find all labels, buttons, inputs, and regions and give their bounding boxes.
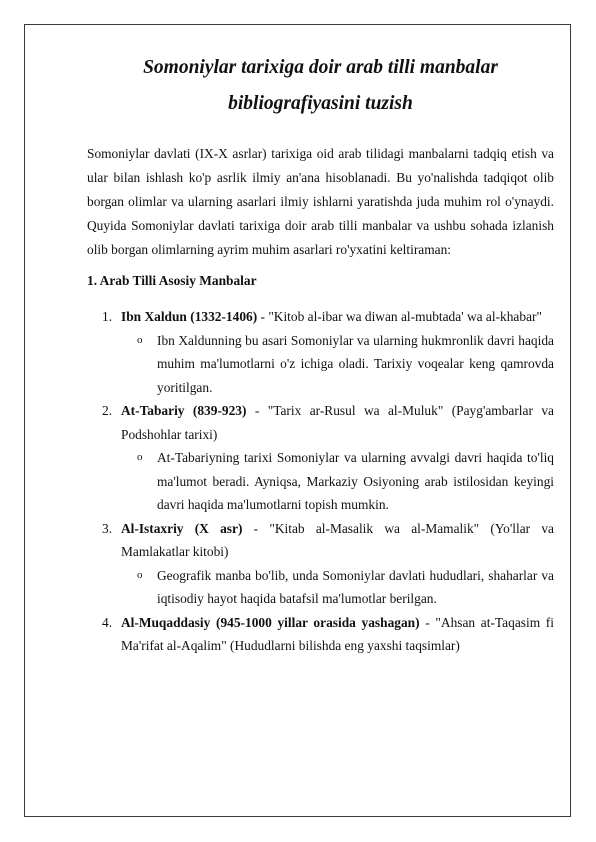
source-work: - "Tarix ar-Rusul wa al-Muluk" (Payg'ambarlar va Podshohlar tarixi) [121,403,554,442]
bullet-icon: o [137,333,143,346]
source-item-2 [87,399,554,517]
source-work: - "Kitob al-ibar wa diwan al-mubtada' wa al-khabar" [257,309,542,324]
source-item-4 [87,611,554,658]
bullet-icon: o [137,451,143,463]
source-notes [121,446,554,517]
source-author: At-Tabariy (839-923) [121,403,247,418]
section-heading: 1. Arab Tilli Asosiy Manbalar [87,273,257,288]
source-author: Ibn Xaldun (1332-1406) [121,309,258,324]
source-note [121,564,554,611]
source-author: Al-Muqaddasiy (945-1000 yillar orasida yashagan) [121,614,420,630]
source-item-1 [87,305,554,399]
source-work: - "Ahsan at-Taqasim fi Ma'rifat al-Aqalim" (Hududlarni bilishda eng yaxshi taqsimlar) [121,614,554,653]
document-title [87,50,554,122]
source-notes [121,564,554,611]
title-line-1: Somoniylar tarixiga doir arab tilli manbalar [143,57,498,78]
source-author: Al-Istaxriy (X asr) [121,520,243,536]
note-text: Ibn Xaldunning bu asari Somoniylar va ularning hukmronlik davri haqida muhim ma'lumotlarni o'z ichiga oladi. Tarixiy voqealar keng qamrovda yoritilgan. [157,332,554,395]
note-text: At-Tabariyning tarixi Somoniylar va ularning avvalgi davri haqida to'liq ma'lumot beradi. Ayniqsa, Markaziy Osiyoning arab istilosidan keyingi davri haqida ma'lumotlarni topish mumkin. [157,450,554,512]
source-number: 2. [102,403,113,418]
intro-paragraph: Somoniylar davlati (IX-X asrlar) tarixiga oid arab tilidagi manbalarni tadqiq etish va ular bilan ishlash ko'p asrlik ilmiy an'ana hisoblanadi. Bu yo'nalishda tadqiqot olib borgan olimlar va ularning asarlari ilmiy ishlarni yaratishda juda muhim rol o'ynaydi. Quyida Somoniylar davlati tarixiga doir arab tilli manbalar va ushbu sohada izlanish olib borgan olimlarning ayrim muhim asarlari ro'yxatini keltiraman: [87,146,554,257]
source-work: - "Kitab al-Masalik wa al-Mamalik" (Yo'llar va Mamlakatlar kitobi) [121,520,554,559]
source-note [121,329,554,400]
source-number: 1. [102,309,113,324]
note-text: Geografik manba bo'lib, unda Somoniylar davlati hududlari, shaharlar va iqtisodiy hayot haqida batafsil ma'lumotlar berilgan. [157,567,554,606]
document-body [87,50,554,658]
bullet-icon: o [137,568,143,581]
source-notes [121,329,554,400]
source-number: 3. [102,520,113,536]
title-line-2: bibliografiyasini tuzish [228,93,413,114]
source-note [121,446,554,517]
sources-list [87,305,554,658]
source-number: 4. [102,614,113,630]
source-item-3 [87,517,554,611]
